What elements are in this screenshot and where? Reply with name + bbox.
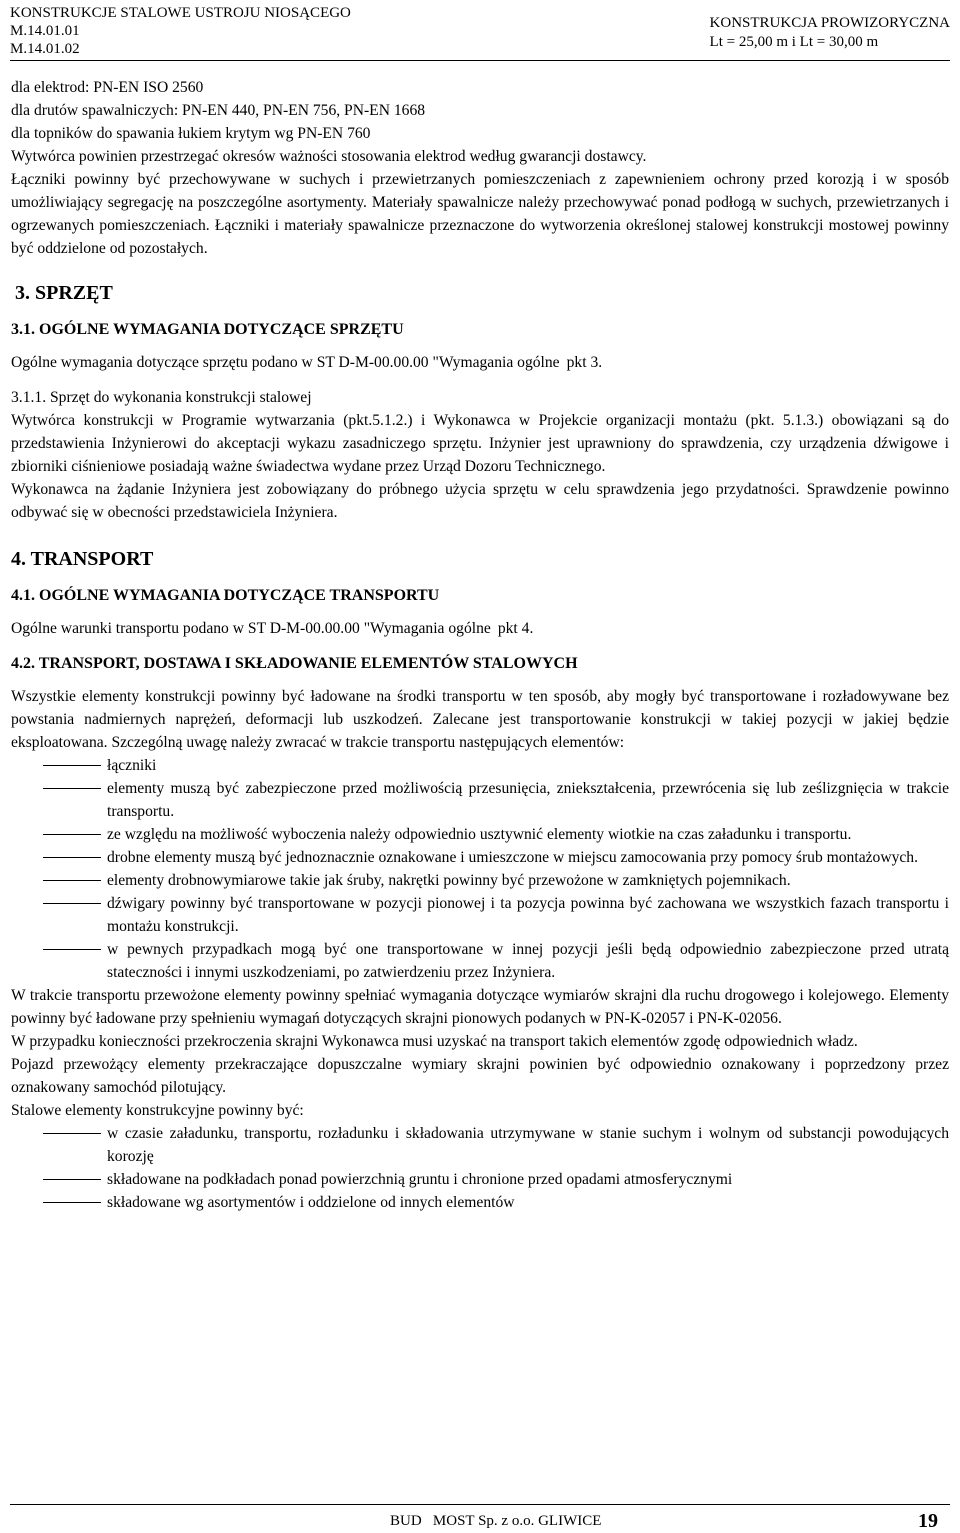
footer-company: BUD MOST Sp. z o.o. GLIWICE bbox=[390, 1513, 602, 1529]
list-item: elementy muszą być zabezpieczone przed możliwością przesunięcia, zniekształcenia, przewrócenia się lub ześlizgnięcia w trakcie transportu. bbox=[11, 777, 949, 823]
header-code-1: M.14.01.01 bbox=[10, 23, 80, 39]
gauge-paragraph: W trakcie transportu przewożone elementy powinny spełniać wymagania dotyczące wymiarów skrajni dla ruchu drogowego i kolejowego. Elementy powinny być ładowane przy spełnieniu wymagań dotyczących skrajni pionowych podanych w PN-K-02057 i PN-K-02056. bbox=[11, 987, 949, 1027]
intro-line: Wytwórca powinien przestrzegać okresów ważności stosowania elektrod według gwarancji dostawcy. bbox=[11, 148, 647, 165]
section-3-1-title: 3.1. OGÓLNE WYMAGANIA DOTYCZĄCE SPRZĘTU bbox=[11, 321, 404, 338]
list-item: ze względu na możliwość wyboczenia należy odpowiednio usztywnić elementy wiotkie na czas załadunku i transportu. bbox=[11, 823, 949, 846]
header-title: KONSTRUKCJE STALOWE USTROJU NIOSĄCEGO bbox=[10, 5, 351, 21]
header-spans: Lt = 25,00 m i Lt = 30,00 m bbox=[709, 34, 879, 50]
permit-paragraph: W przypadku konieczności przekroczenia skrajni Wykonawca musi uzyskać na transport takich elementów zgodę odpowiednich władz. bbox=[11, 1033, 858, 1050]
list-item: w pewnych przypadkach mogą być one transportowane w innej pozycji jeśli będą odpowiednio zabezpieczone przed utratą stateczności i innymi uszkodzeniami, po zatwierdzeniu przez Inżyniera. bbox=[11, 938, 949, 984]
section-3-title: 3. SPRZĘT bbox=[15, 282, 113, 304]
list-item: w czasie załadunku, transportu, rozładunku i składowania utrzymywane w stanie suchym i wolnym od substancji powodujących korozję bbox=[11, 1122, 949, 1168]
storage-intro: Stalowe elementy konstrukcyjne powinny być: bbox=[11, 1102, 304, 1119]
list-item: składowane na podkładach ponad powierzchnią gruntu i chronione przed opadami atmosferycznymi bbox=[11, 1168, 949, 1191]
section-3-1-1-title: 3.1.1. Sprzęt do wykonania konstrukcji stalowej bbox=[11, 389, 312, 406]
header-code-2: M.14.01.02 bbox=[10, 41, 80, 57]
section-3-1-1-text-2: Wykonawca na żądanie Inżyniera jest zobowiązany do próbnego użycia sprzętu w celu sprawdzenia jego przydatności. Sprawdzenie powinno odbywać się w obecności przedstawiciela Inżyniera. bbox=[11, 481, 949, 521]
page-footer bbox=[10, 1504, 950, 1533]
list-item: łączniki bbox=[11, 754, 949, 777]
section-4-2-title: 4.2. TRANSPORT, DOSTAWA I SKŁADOWANIE ELEMENTÓW STALOWYCH bbox=[11, 655, 578, 672]
header-left bbox=[10, 4, 351, 58]
section-4-1-text: Ogólne warunki transportu podano w ST D-M-00.00.00 "Wymagania ogólne pkt 4. bbox=[11, 620, 534, 637]
section-3-1-text: Ogólne wymagania dotyczące sprzętu podano w ST D-M-00.00.00 "Wymagania ogólne pkt 3. bbox=[11, 354, 603, 371]
pilot-paragraph: Pojazd przewożący elementy przekraczające dopuszczalne wymiary skrajni powinien być odpowiednio oznakowany i poprzedzony przez oznakowany samochód pilotujący. bbox=[11, 1056, 949, 1096]
page-header bbox=[10, 4, 950, 61]
intro-line: dla elektrod: PN-EN ISO 2560 bbox=[11, 79, 204, 96]
transport-list bbox=[11, 754, 949, 984]
document-body bbox=[11, 76, 949, 1214]
page-number: 19 bbox=[918, 1510, 938, 1532]
header-subject: KONSTRUKCJA PROWIZORYCZNA bbox=[709, 15, 950, 31]
intro-line: dla topników do spawania łukiem krytym wg PN-EN 760 bbox=[11, 125, 371, 142]
list-item: dźwigary powinny być transportowane w pozycji pionowej i ta pozycja powinna być zachowana we wszystkich fazach transportu i montażu konstrukcji. bbox=[11, 892, 949, 938]
list-item: składowane wg asortymentów i oddzielone od innych elementów bbox=[11, 1191, 949, 1214]
list-item: drobne elementy muszą być jednoznacznie oznakowane i umieszczone w miejscu zamocowania przy pomocy śrub montażowych. bbox=[11, 846, 949, 869]
section-4-title: 4. TRANSPORT bbox=[11, 548, 154, 570]
storage-list bbox=[11, 1122, 949, 1214]
section-4-2-text: Wszystkie elementy konstrukcji powinny być ładowane na środki transportu w ten sposób, aby mogły być transportowane i rozładowywane bez powstania nadmiernych naprężeń, deformacji lub uszkodzeń. Zalecane jest transportowanie konstrukcji w takiej pozycji w jakiej będzie eksploatowana. Szczególną uwagę należy zwracać w trakcie transportu następujących elementów: bbox=[11, 688, 949, 751]
list-item: elementy drobnowymiarowe takie jak śruby, nakrętki powinny być przewożone w zamkniętych pojemnikach. bbox=[11, 869, 949, 892]
intro-line: dla drutów spawalniczych: PN-EN 440, PN-EN 756, PN-EN 1668 bbox=[11, 102, 426, 119]
section-4-1-title: 4.1. OGÓLNE WYMAGANIA DOTYCZĄCE TRANSPORTU bbox=[11, 587, 440, 604]
storage-paragraph: Łączniki powinny być przechowywane w suchych i przewietrzanych pomieszczeniach z zapewnieniem ochrony przed korozją i w sposób umożliwiający segregację na poszczególne asortymenty. Materiały spawalnicze należy przechowywać ponad podłogą w suchych, przewietrzanych i ogrzewanych pomieszczeniach. Łączniki i materiały spawalnicze przeznaczone do wytworzenia określonej stalowej konstrukcji mostowej powinny być oddzielone od pozostałych. bbox=[11, 171, 949, 257]
section-3-1-1-text: Wytwórca konstrukcji w Programie wytwarzania (pkt.5.1.2.) i Wykonawca w Projekcie organizacji montażu (pkt. 5.1.3.) obowiązani są do przedstawienia Inżynierowi do akceptacji wykazu zasadniczego sprzętu. Inżynier jest uprawniony do sprawdzenia, czy urządzenia dźwigowe i zbiorniki ciśnieniowe posiadają ważne świadectwa wydane przez Urząd Dozoru Technicznego. bbox=[11, 412, 949, 475]
header-right bbox=[710, 14, 950, 52]
